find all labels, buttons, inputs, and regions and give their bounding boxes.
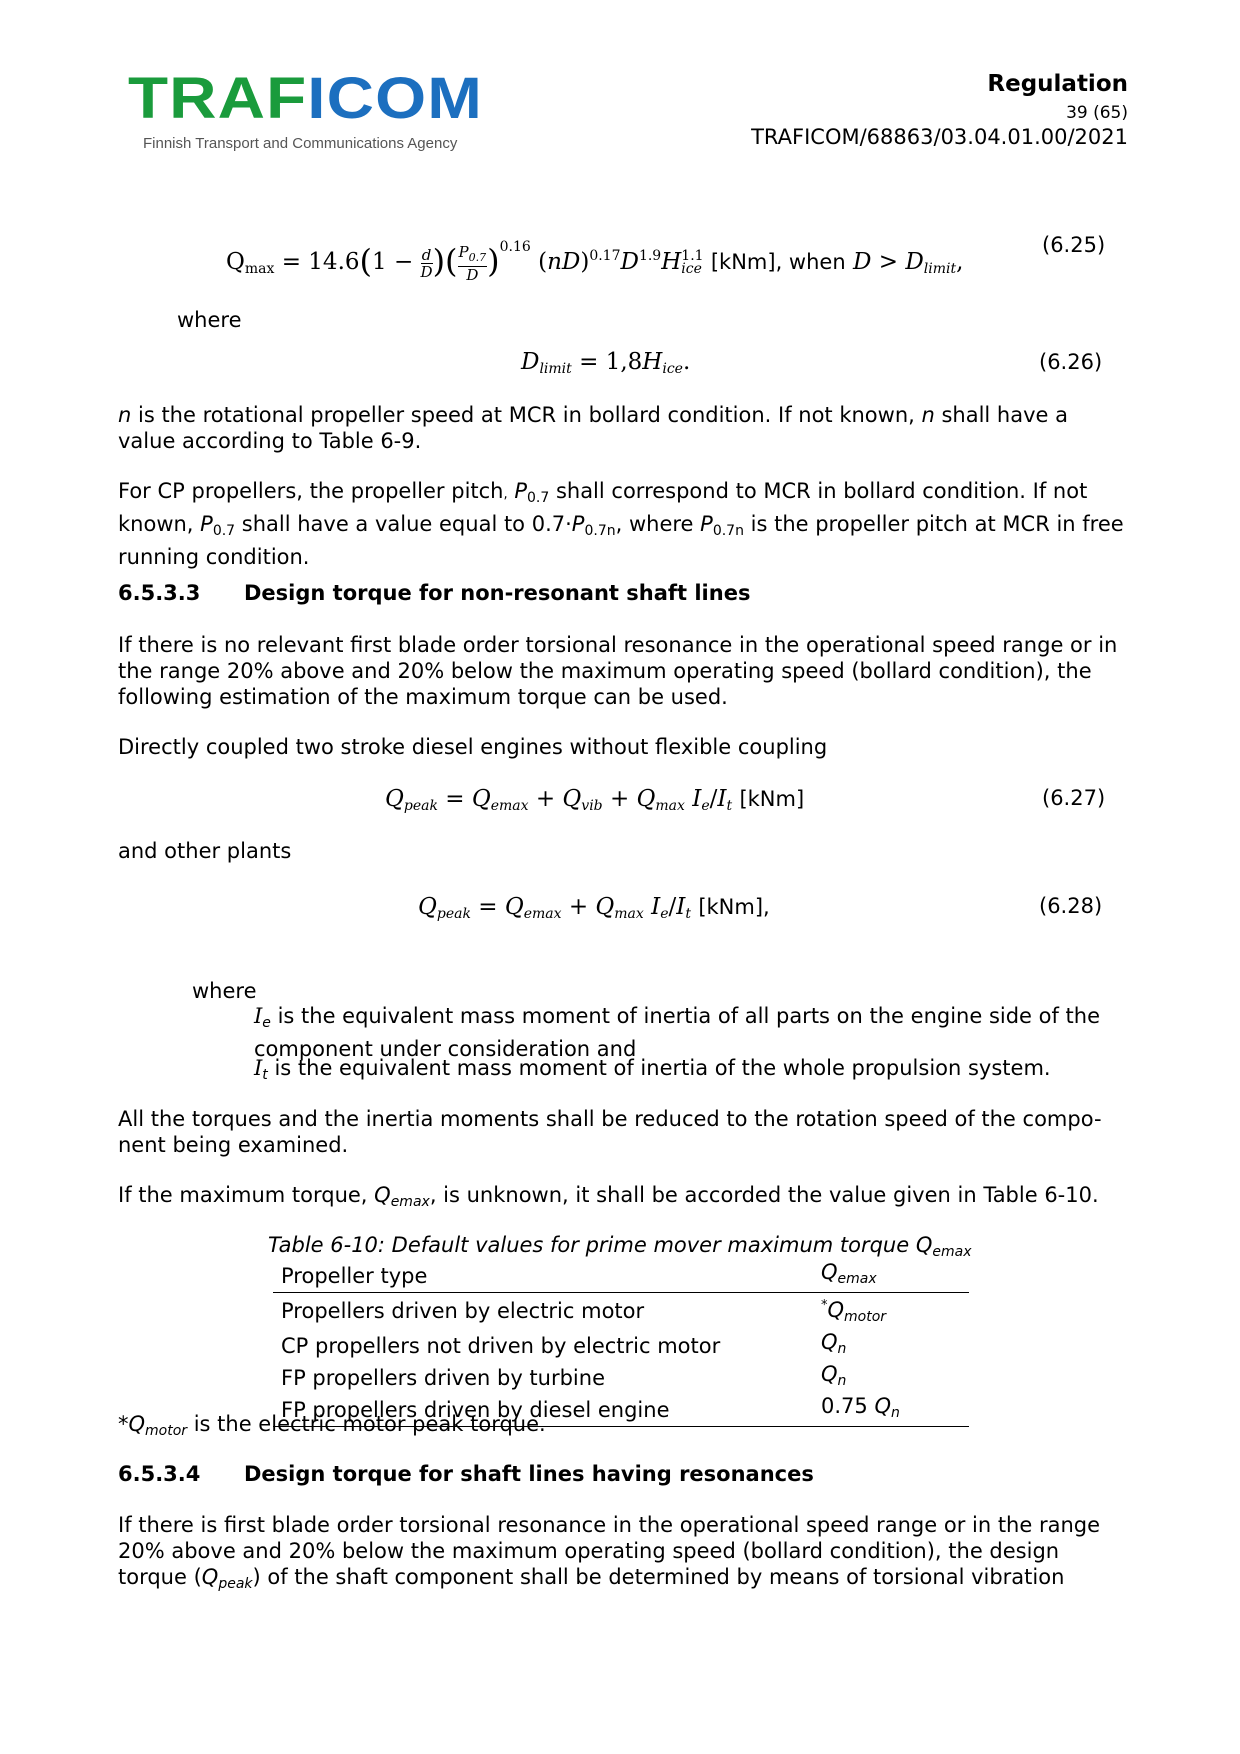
page-number: 39 (65) (1066, 103, 1128, 123)
paragraph-resonance: If there is first blade order torsional resonance in the operational speed range or in the range 20% above and 20% below the maximum operating speed (bollard condition), the design torque $(Q_{peak})$ of the shaft component shall be determined by means of torsional vibration (118, 1513, 1101, 1592)
paragraph-direct-coupled: Directly coupled two stroke diesel engines without flexible coupling (118, 735, 828, 759)
equation-6-28: $Q_{peak} = Q_{emax} + Q_{max}$ $I_e/I_t$ [kNm], (418, 894, 770, 922)
section-heading-6-5-3-3: 6.5.3.3 Design torque for non-resonant shaft lines (118, 581, 751, 605)
table-row: FP propellers driven by turbine $Q_n$ (281, 1362, 847, 1390)
equation-number-6-27: (6.27) (1042, 786, 1106, 810)
equation-number-6-26: (6.26) (1039, 350, 1103, 374)
equation-6-26: $D_{limit} = 1,8H_{ice}$. (521, 349, 691, 377)
paragraph-cp-propellers: For CP propellers, the propeller pitch, $P_{0.7}$ shall correspond to MCR in bollard condition. If not known, $P_{0.7}$ shall have a value equal to $0.7\cdot P_{0.7n}$, where $P_{0.7n}$ is the propeller pitch at MCR in free running condition. (118, 479, 1124, 569)
paragraph-reduce: All the torques and the inertia moments shall be reduced to the rotation speed of the compo-nent being examined. (118, 1107, 1102, 1157)
logo-text: TRAF ICOM (128, 72, 463, 124)
document-type: Regulation (987, 71, 1128, 97)
header-qemax: $Q_{emax}$ (821, 1260, 877, 1287)
paragraph-rotational-speed: n is the rotational propeller speed at MCR in bollard condition. If not known, n shall have a value according to Table 6-9. (118, 403, 1069, 453)
table-row: FP propellers driven by diesel engine 0.75 $Q_n$ (273, 1394, 969, 1427)
equation-number-6-25: (6.25) (1042, 233, 1106, 257)
paragraph-non-resonant: If there is no relevant first blade order torsional resonance in the operational speed range or in the range 20% above and 20% below the maximum operating speed (bollard condition), the following estimation of the maximum torque can be used. (118, 633, 1118, 709)
table-header-row (273, 1260, 969, 1293)
equation-6-27: $Q_{peak} = Q_{emax} + Q_{vib} + Q_{max}$ $I_e/I_t$ [kNm] (385, 786, 805, 814)
definition-it: $I_t$ is the equivalent mass moment of inertia of the whole propulsion system. (254, 1056, 1051, 1083)
table-row: Propellers driven by electric motor $^*Q_{motor}$ (281, 1298, 887, 1325)
document-reference: TRAFICOM/68863/03.04.01.00/2021 (751, 125, 1128, 149)
footnote-qmotor: $*Q_{motor}$ is the electric motor peak torque. (118, 1412, 546, 1439)
section-heading-6-5-3-4: 6.5.3.4 Design torque for shaft lines having resonances (118, 1462, 814, 1486)
traficom-logo-mark (128, 72, 488, 124)
definition-ie: $I_e$ is the equivalent mass moment of inertia of all parts on the engine side of the component under consideration and (254, 1004, 1101, 1061)
logo-subtitle: Finnish Transport and Communications Agency (143, 135, 458, 152)
header-propeller-type: Propeller type (281, 1263, 428, 1288)
paragraph-other-plants: and other plants (118, 839, 292, 863)
traficom-logo (128, 72, 488, 130)
table-caption: Table 6-10: Default values for prime mover maximum torque $Q_{emax}$ (268, 1233, 972, 1260)
paragraph-unknown-torque: If the maximum torque, $Q_{emax}$, is unknown, it shall be accorded the value given in Table 6-10. (118, 1183, 1099, 1210)
equation-6-25: $Q_{max} = 14.6(1$ − $\frac{d}{D}$ )( $\frac{P_{0.7}}{D}$ )$^{0.16}$ $(nD)^{0.17}D^{1.9}H$ 1.1 ice [kNm], when $D > D_{limit}$, (226, 239, 964, 284)
where-label: where (177, 308, 242, 332)
where-label-2: where (192, 979, 257, 1003)
equation-number-6-28: (6.28) (1039, 894, 1103, 918)
table-row: CP propellers not driven by electric motor $Q_n$ (281, 1330, 847, 1358)
table-6-10 (273, 1260, 969, 1427)
